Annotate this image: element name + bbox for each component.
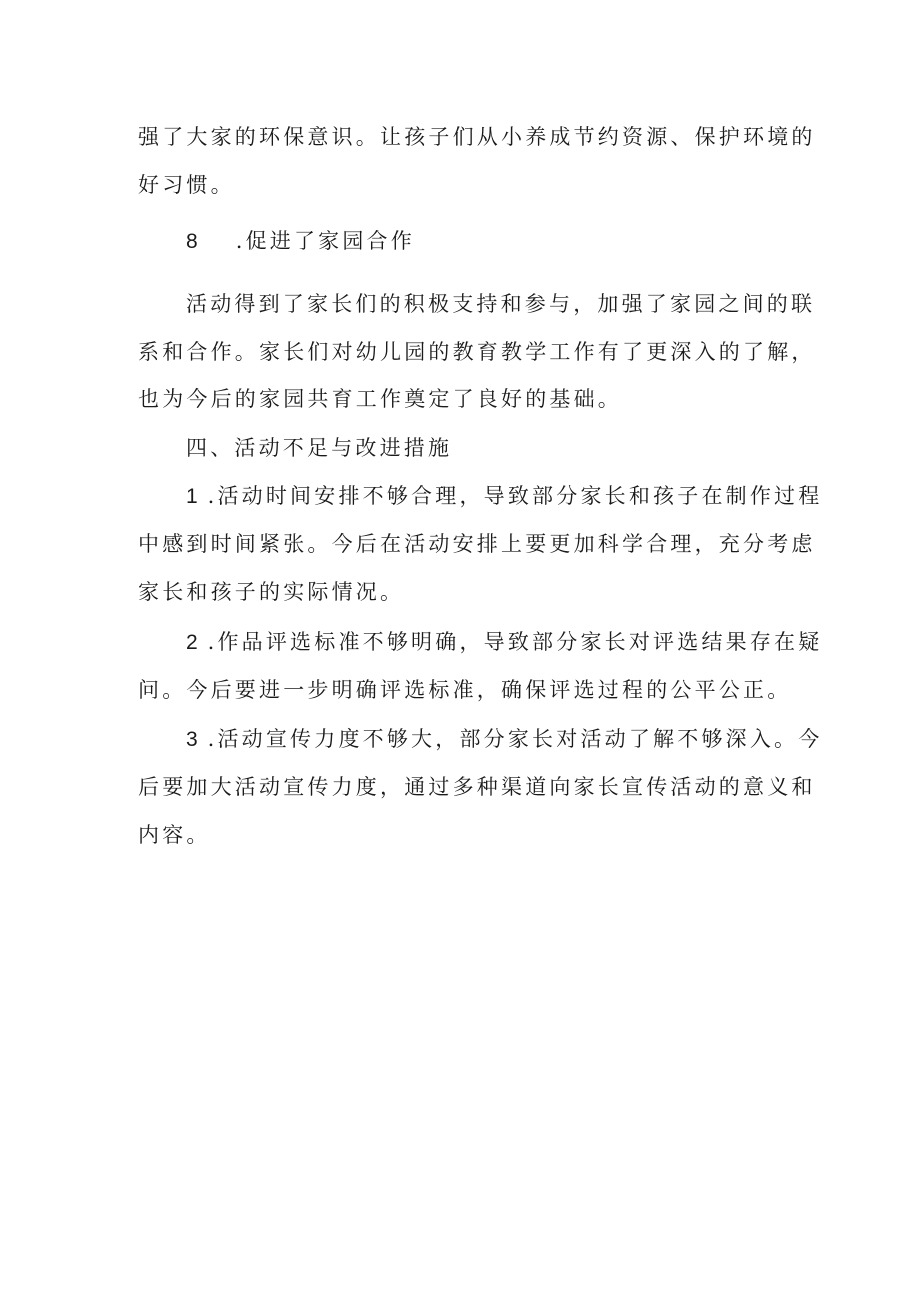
item-1-number: 1 — [186, 485, 198, 508]
item-3-text: .活动宣传力度不够大，部分家长对活动了解不够深入。今 — [207, 727, 823, 751]
heading-8-number: 8 — [186, 230, 198, 253]
item-2-number: 2 — [186, 631, 198, 654]
heading-8-text: .促进了家园合作 — [235, 229, 415, 253]
item-1-line-2: 中感到时间紧张。今后在活动安排上要更加科学合理，充分考虑 — [138, 532, 816, 556]
item-3-number: 3 — [186, 728, 198, 751]
paragraph-1-line-2: 好习惯。 — [138, 173, 235, 197]
section-4-heading: 四、活动不足与改进措施 — [186, 436, 453, 460]
item-3-line-2: 后要加大活动宣传力度，通过多种渠道向家长宣传活动的意义和 — [138, 775, 816, 799]
heading-8 — [186, 226, 415, 257]
item-2-line-1 — [186, 627, 822, 658]
item-1-text: .活动时间安排不够合理，导致部分家长和孩子在制作过程 — [207, 484, 823, 508]
paragraph-1-line-1: 强了大家的环保意识。让孩子们从小养成节约资源、保护环境的 — [138, 125, 816, 149]
item-2-line-2: 问。今后要进一步明确评选标准，确保评选过程的公平公正。 — [138, 678, 792, 702]
item-3-line-3: 内容。 — [138, 823, 211, 847]
item-1-line-1 — [186, 481, 822, 512]
paragraph-2-line-3: 也为今后的家园共育工作奠定了良好的基础。 — [138, 387, 622, 411]
item-3-line-1 — [186, 724, 822, 755]
item-2-text: .作品评选标准不够明确，导致部分家长对评选结果存在疑 — [207, 630, 823, 654]
paragraph-2-line-1: 活动得到了家长们的积极支持和参与，加强了家园之间的联 — [186, 292, 816, 316]
paragraph-2-line-2: 系和合作。家长们对幼儿园的教育教学工作有了更深入的了解， — [138, 340, 816, 364]
item-1-line-3: 家长和孩子的实际情况。 — [138, 580, 405, 604]
